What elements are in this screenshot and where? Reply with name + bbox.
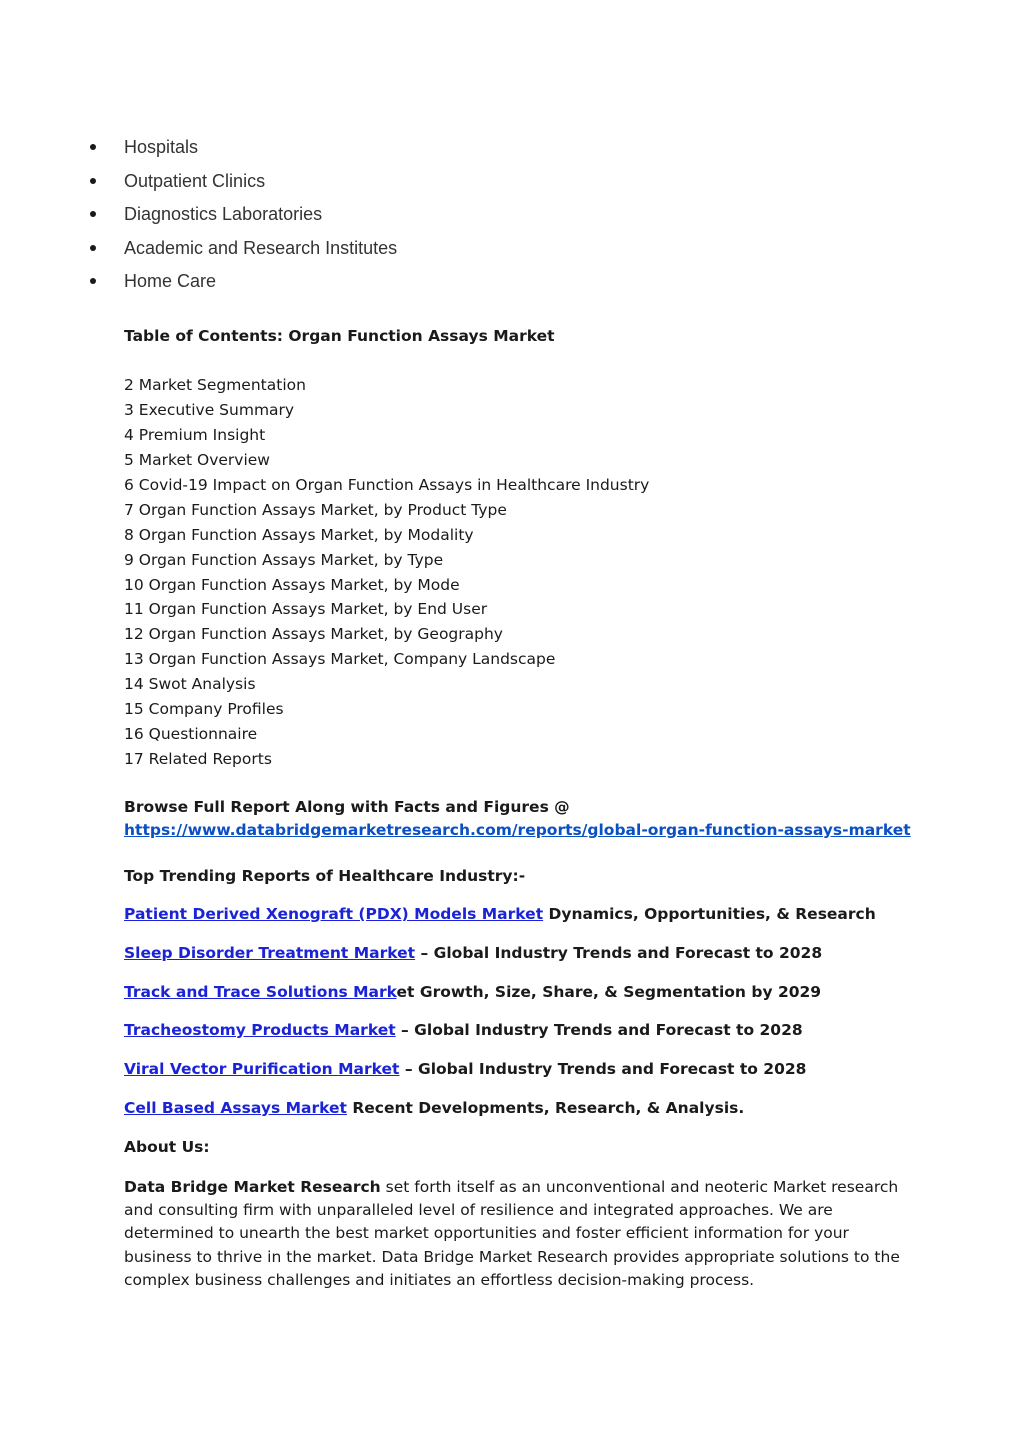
toc-item: 7 Organ Function Assays Market, by Product Type	[124, 500, 507, 519]
toc-item: 6 Covid-19 Impact on Organ Function Assays in Healthcare Industry	[124, 475, 650, 494]
trending-report-link[interactable]: Sleep Disorder Treatment Market	[124, 944, 416, 962]
toc-item: 14 Swot Analysis	[124, 675, 256, 694]
about-paragraph	[124, 1176, 909, 1292]
trending-report-description: – Global Industry Trends and Forecast to 2028	[395, 1021, 803, 1039]
trending-report-description: Recent Developments, Research, & Analysis.	[346, 1099, 745, 1117]
trending-report-link[interactable]: Cell Based Assays Market	[124, 1099, 347, 1117]
toc-item: 11 Organ Function Assays Market, by End User	[124, 600, 488, 619]
toc-item: 13 Organ Function Assays Market, Company Landscape	[124, 650, 556, 669]
trending-report-description: Dynamics, Opportunities, & Research	[543, 905, 876, 923]
trending-item	[124, 983, 821, 1001]
bullet-icon	[90, 278, 96, 284]
toc-item: 10 Organ Function Assays Market, by Mode	[124, 575, 460, 594]
trending-report-description: – Global Industry Trends and Forecast to 2028	[399, 1060, 807, 1078]
trending-report-link[interactable]: Tracheostomy Products Market	[124, 1021, 396, 1039]
toc-item: 9 Organ Function Assays Market, by Type	[124, 550, 444, 569]
about-text: set forth itself as an unconventional and neoteric Market research and consulting firm with unparalleled level of resilience and integrated approaches. We are determined to unearth the best market opportunities and foster efficient information for your business to thrive in the market. Data Bridge Market Research provides appropriate solutions to the complex business challenges and initiates an effortless decision-making process.	[124, 1178, 900, 1289]
trending-item	[124, 1060, 806, 1078]
trending-item	[124, 944, 822, 962]
toc-item: 8 Organ Function Assays Market, by Modality	[124, 525, 474, 544]
browse-report-block	[124, 796, 911, 842]
toc-item: 2 Market Segmentation	[124, 376, 306, 394]
toc-item: 5 Market Overview	[124, 450, 270, 469]
trending-report-link[interactable]: Viral Vector Purification Market	[124, 1060, 400, 1078]
trending-report-description: – Global Industry Trends and Forecast to 2028	[415, 944, 823, 962]
trending-item	[124, 905, 876, 923]
toc-item: 17 Related Reports	[124, 750, 272, 769]
document-page: Hospitals Outpatient Clinics Diagnostics Laboratories Academic and Research Institutes Home Care Table of Contents: Organ Function Assays Market 2 Market Segmentation 3 Executive Summary 4 Premium Insight 5 Market Overview 6 Covid-19 Impact on Organ Function Assays in Healthcare Industry 7 Organ Function Assays Market, by Product Type 8 Organ Function Assays Market, by Modality 9 Organ Function Assays Market, by Type 10 Organ Function Assays Market, by Mode 11 Organ Function Assays Market, by End User 12 Organ Function Assays Market, by Geography 13 Organ Function Assays Market, Company Landscape 14 Swot Analysis 15 Company Profiles 16 Questionnaire 17 Related Reports Browse Full Report Along with Facts and Figures @ https://www.databridgemarketresearch.com/reports/global-organ-function-assays-market Top Trending Reports of Healthcare Industry:- Patient Derived Xenograft (PDX) Models Market Dynamics, Opportunities, & Research Sleep Disorder Treatment Market – Global Industry Trends and Forecast to 2028 Track and Trace Solutions Market Growth, Size, Share, & Segmentation by 2029 Tracheostomy Products Market – Global Industry Trends and Forecast to 2028 Viral Vector Purification Market – Global Industry Trends and Forecast to 2028 Cell Based Assays Market Recent Developments, Research, & Analysis. About Us: Data Bridge Market Research set forth itself as an unconventional and neoteric Market research and consulting firm with unparalleled level of resilience and integrated approaches. We are determined to unearth the best market opportunities and foster efficient information for your business to thrive in the market. Data Bridge Market Research provides appropriate solutions to the complex business challenges and initiates an effortless decision-making process.	[0, 0, 1023, 1448]
toc-item: 15 Company Profiles	[124, 700, 284, 719]
bullet-icon	[90, 178, 96, 184]
trending-report-description: et Growth, Size, Share, & Segmentation by 2029	[396, 983, 822, 1001]
trending-heading: Top Trending Reports of Healthcare Industry:-	[124, 867, 526, 885]
trending-report-link[interactable]: Patient Derived Xenograft (PDX) Models Market	[124, 905, 544, 923]
browse-label: Browse Full Report Along with Facts and Figures @	[124, 798, 570, 816]
trending-item	[124, 1099, 744, 1117]
bullet-icon	[90, 144, 96, 150]
report-url-link[interactable]: https://www.databridgemarketresearch.com/reports/global-organ-function-assays-market	[124, 821, 911, 839]
toc-heading: Table of Contents: Organ Function Assays Market	[124, 327, 555, 345]
bullet-icon	[90, 245, 96, 251]
trending-report-link[interactable]: Track and Trace Solutions Mark	[124, 983, 397, 1001]
toc-item: 12 Organ Function Assays Market, by Geography	[124, 625, 503, 644]
toc-list	[124, 373, 649, 772]
toc-item: 3 Executive Summary	[124, 400, 295, 419]
company-name: Data Bridge Market Research	[124, 1178, 381, 1196]
bullet-icon	[90, 211, 96, 217]
about-heading: About Us:	[124, 1138, 210, 1156]
trending-item	[124, 1021, 803, 1039]
toc-item: 4 Premium Insight	[124, 425, 266, 444]
toc-item: 16 Questionnaire	[124, 725, 258, 744]
